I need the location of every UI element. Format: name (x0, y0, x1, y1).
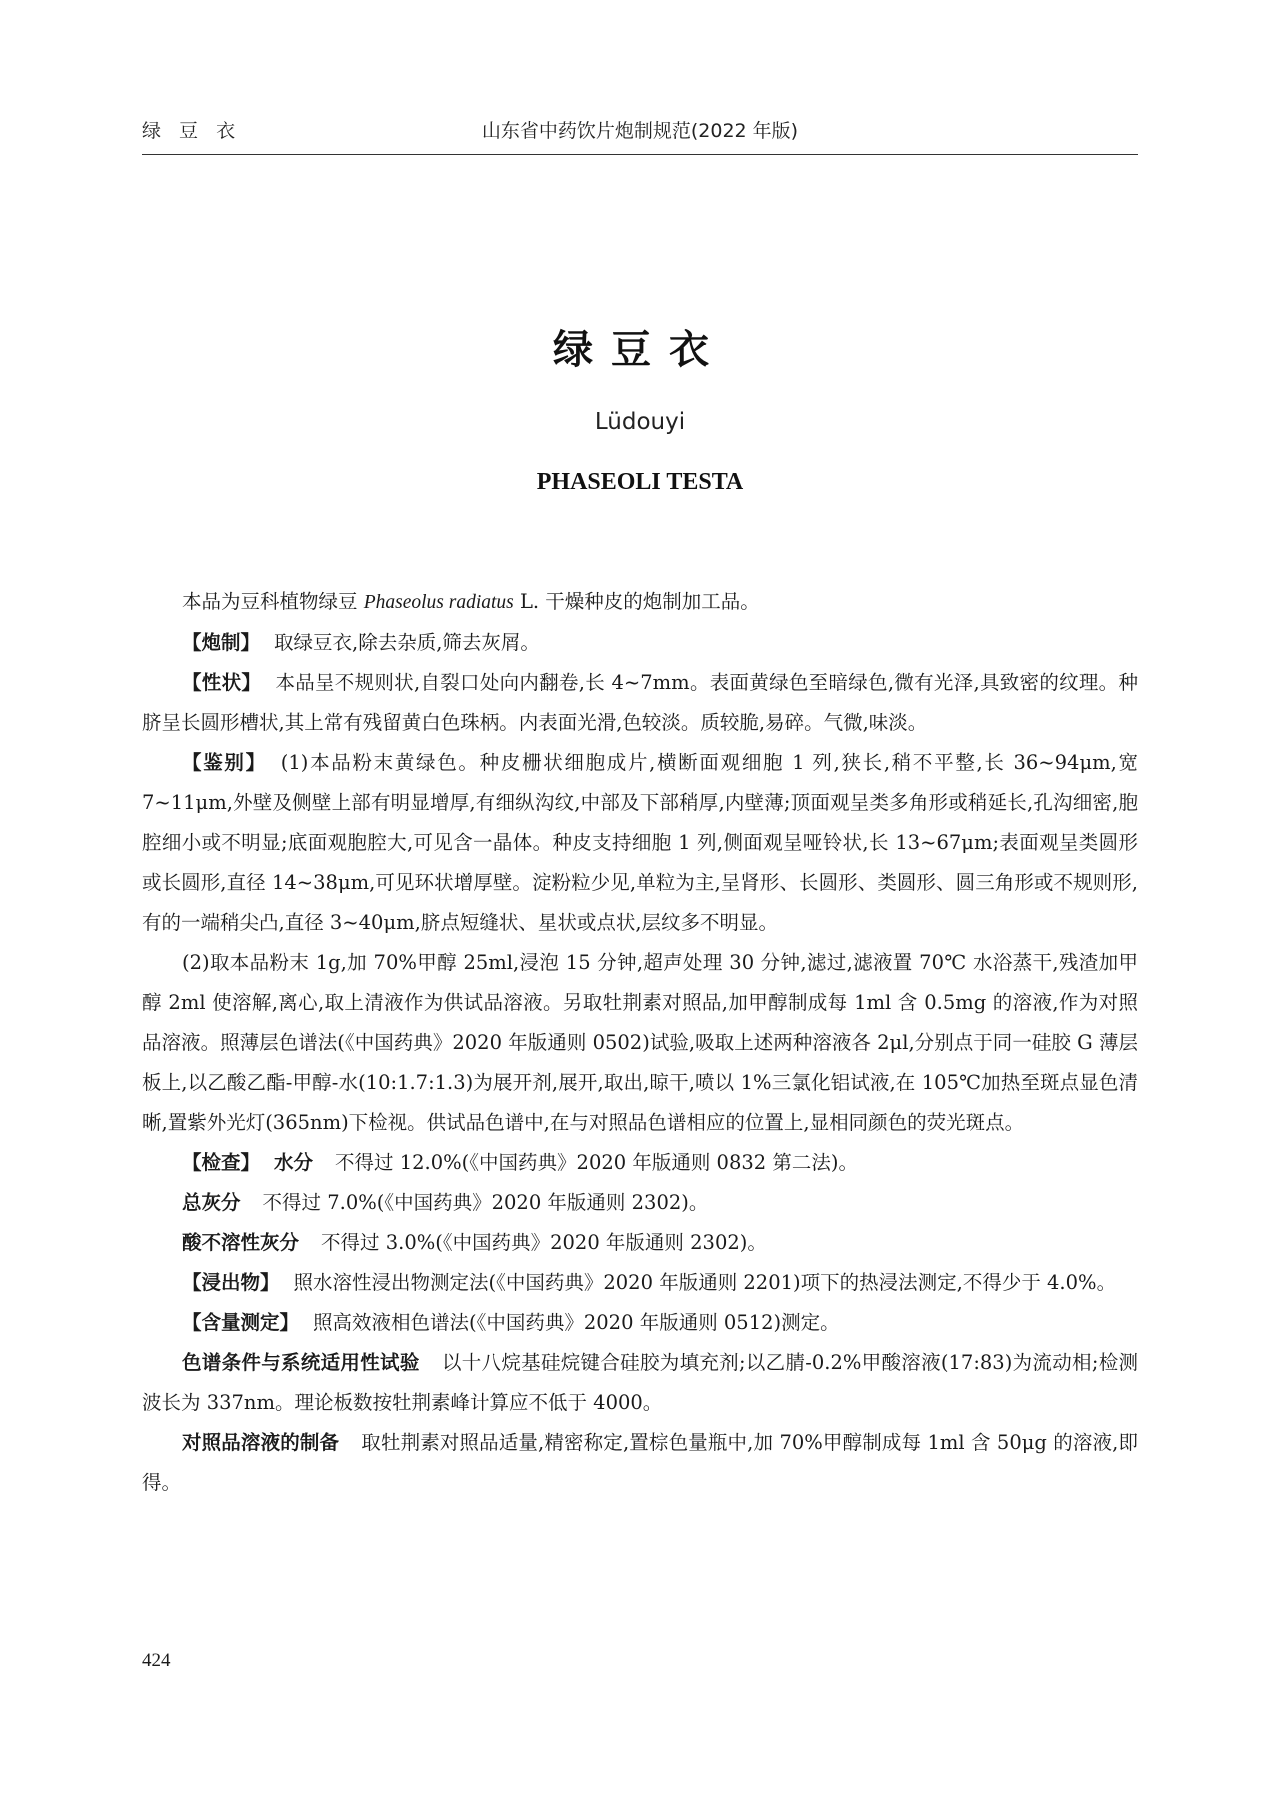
moisture-label: 水分 (274, 1151, 314, 1174)
intro-paragraph (142, 582, 1138, 623)
running-head (142, 106, 1138, 155)
acid-insoluble-ash-label: 酸不溶性灰分 (182, 1231, 300, 1254)
identification-part1: (1)本品粉末黄绿色。种皮栅状细胞成片,横断面观细胞 1 列,狭长,稍不平整,长 36~94μm,宽 7~11μm,外壁及侧壁上部有明显增厚,有细纵沟纹,中部及下部稍厚,内壁薄;顶面观呈类多角形或稍延长,孔沟细密,胞腔细小或不明显;底面观胞腔大,可见含一晶体。种皮支持细胞 1 列,侧面观呈哑铃状,长 13~67μm;表面观呈类圆形或长圆形,直径 14~38μm,可见环状增厚壁。淀粉粒少见,单粒为主,呈肾形、长圆形、类圆形、圆三角形或不规则形,有的一端稍尖凸,直径 3~40μm,脐点短缝状、星状或点状,层纹多不明显。 (142, 751, 1138, 934)
assay-text: 照高效液相色谱法(《中国药典》2020 年版通则 0512)测定。 (313, 1311, 840, 1334)
intro-text-before: 本品为豆科植物绿豆 (182, 590, 364, 613)
total-ash-text: 不得过 7.0%(《中国药典》2020 年版通则 2302)。 (262, 1191, 709, 1214)
pinyin-name: Lüdouyi (594, 409, 686, 435)
processing-text: 取绿豆衣,除去杂质,筛去灰屑。 (274, 631, 540, 654)
moisture-text: 不得过 12.0%(《中国药典》2020 年版通则 0832 第二法)。 (335, 1151, 858, 1174)
running-head-book-title: 山东省中药饮片炮制规范(2022 年版) (481, 120, 799, 142)
chromatography-text: 以十八烷基硅烷键合硅胶为填充剂;以乙腈-0.2%甲酸溶液(17:83)为流动相;检测波长为 337nm。理论板数按牡荆素峰计算应不低于 4000。 (142, 1351, 1138, 1414)
chromatography-item (142, 1343, 1138, 1423)
page-number: 424 (142, 1650, 171, 1671)
intro-text-after: L. 干燥种皮的炮制加工品。 (513, 590, 760, 613)
extract-text: 照水溶性浸出物测定法(《中国药典》2020 年版通则 2201)项下的热浸法测定,不得少于 4.0%。 (293, 1271, 1117, 1294)
description-heading: 【性状】 (182, 671, 262, 694)
latin-name: PHASEOLI TESTA (536, 469, 744, 495)
monograph-body (142, 582, 1138, 1503)
reference-solution-label: 对照品溶液的制备 (182, 1431, 340, 1454)
acid-insoluble-ash-text: 不得过 3.0%(《中国药典》2020 年版通则 2302)。 (321, 1231, 767, 1254)
running-head-title: 绿 豆 衣 (142, 120, 242, 142)
acid-insoluble-ash-item (142, 1223, 1138, 1263)
reference-solution-text: 取牡荆素对照品适量,精密称定,置棕色量瓶中,加 70%甲醇制成每 1ml 含 50μg 的溶液,即得。 (142, 1431, 1138, 1494)
chromatography-label: 色谱条件与系统适用性试验 (182, 1351, 420, 1374)
total-ash-item (142, 1183, 1138, 1223)
extract-heading: 【浸出物】 (182, 1271, 280, 1294)
description-section (142, 663, 1138, 743)
identification-part2: (2)取本品粉末 1g,加 70%甲醇 25ml,浸泡 15 分钟,超声处理 30 分钟,滤过,滤液置 70℃ 水浴蒸干,残渣加甲醇 2ml 使溶解,离心,取上清液作为供试品溶液。另取牡荆素对照品,加甲醇制成每 1ml 含 0.5mg 的溶液,作为对照品溶液。照薄层色谱法(《中国药典》2020 年版通则 0502)试验,吸取上述两种溶液各 2μl,分别点于同一硅胶 G 薄层板上,以乙酸乙酯-甲醇-水(10:1.7:1.3)为展开剂,展开,取出,晾干,喷以 1%三氯化铝试液,在 105℃加热至斑点显色清晰,置紫外光灯(365nm)下检视。供试品色谱中,在与对照品色谱相应的位置上,显相同颜色的荧光斑点。 (142, 951, 1138, 1134)
page-title: 绿豆衣 (553, 327, 727, 373)
processing-section (142, 623, 1138, 663)
extract-section (142, 1263, 1138, 1303)
identification-section (142, 743, 1138, 943)
total-ash-label: 总灰分 (182, 1191, 241, 1214)
description-text: 本品呈不规则状,自裂口处向内翻卷,长 4~7mm。表面黄绿色至暗绿色,微有光泽,具致密的纹理。种脐呈长圆形槽状,其上常有残留黄白色珠柄。内表面光滑,色较淡。质较脆,易碎。气微,味淡。 (142, 671, 1138, 734)
reference-solution-item (142, 1423, 1138, 1503)
inspection-section (142, 1143, 1138, 1183)
species-name: Phaseolus radiatus (363, 592, 514, 613)
assay-section (142, 1303, 1138, 1343)
identification-heading: 【鉴别】 (182, 751, 267, 774)
inspection-heading: 【检查】 (182, 1151, 261, 1174)
processing-heading: 【炮制】 (182, 631, 261, 654)
assay-heading: 【含量测定】 (182, 1311, 300, 1334)
